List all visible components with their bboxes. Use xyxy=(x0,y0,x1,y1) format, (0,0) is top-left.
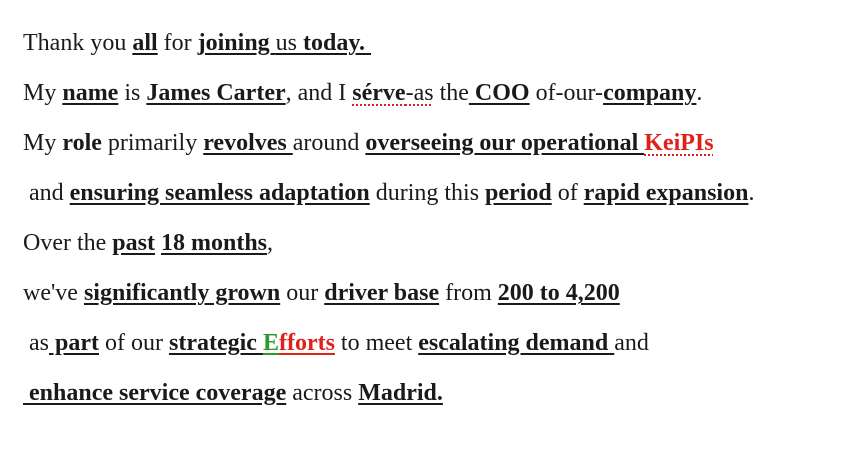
text-run: Thank you xyxy=(23,30,133,56)
emphasized-text: joining xyxy=(197,30,276,56)
emphasized-text: enhance service coverage xyxy=(23,380,287,406)
text-run: during this xyxy=(369,180,486,206)
misspelled-word: KeiPIs xyxy=(644,130,714,156)
text-run: across xyxy=(286,380,359,406)
text-run: , and I xyxy=(285,80,353,106)
emphasized-text: name xyxy=(62,80,119,106)
text-run: is xyxy=(118,80,147,106)
text-run: we've xyxy=(23,280,84,306)
text-run: of xyxy=(551,180,584,206)
text-run: our xyxy=(280,280,325,306)
emphasized-text: rapid expansion xyxy=(583,180,749,206)
emphasized-text: driver base xyxy=(324,280,440,306)
emphasized-text: James Carter xyxy=(146,80,286,106)
text-run: and xyxy=(614,330,649,356)
emphasized-text: part xyxy=(49,330,99,356)
paragraph-8[interactable] xyxy=(23,378,823,409)
emphasized-text: overseeing our operational xyxy=(365,130,645,156)
emphasized-text: revolves xyxy=(203,130,293,156)
text-run: . xyxy=(696,80,703,106)
emphasized-text: fforts xyxy=(278,330,335,356)
paragraph-6[interactable] xyxy=(23,278,823,309)
emphasized-text: role xyxy=(62,130,102,156)
emphasized-text: company xyxy=(603,80,697,106)
emphasized-text: significantly grown xyxy=(83,280,281,306)
text-run: . xyxy=(748,180,755,206)
text-run: , xyxy=(267,230,274,256)
misspelled-word: sérve xyxy=(352,80,406,106)
text-run: and xyxy=(23,180,70,206)
text-run: as xyxy=(23,330,49,356)
emphasized-text: E xyxy=(262,330,279,356)
text-run: of our xyxy=(99,330,169,356)
emphasized-text: all xyxy=(132,30,158,56)
emphasized-text: period xyxy=(485,180,552,206)
emphasized-text: COO xyxy=(468,80,530,106)
paragraph-4[interactable] xyxy=(23,178,823,209)
text-run: from xyxy=(439,280,498,306)
text-run: Over the xyxy=(23,230,113,256)
text-run: to meet xyxy=(334,330,419,356)
paragraph-1[interactable] xyxy=(23,28,823,59)
emphasized-text: Madrid. xyxy=(358,380,443,406)
emphasized-text: past xyxy=(112,230,155,256)
emphasized-text: ensuring seamless adaptation xyxy=(69,180,370,206)
text-run: My xyxy=(23,80,63,106)
paragraph-7[interactable] xyxy=(23,328,823,359)
emphasized-text: 200 to 4,200 xyxy=(497,280,620,306)
text-run: primarily xyxy=(101,130,204,156)
text-run: for xyxy=(157,30,198,56)
emphasized-text: escalating demand xyxy=(418,330,615,356)
emphasized-text: 18 months xyxy=(160,230,268,256)
text-run: of-our- xyxy=(529,80,604,106)
paragraph-3[interactable] xyxy=(23,128,823,159)
emphasized-text: today. xyxy=(303,30,372,56)
paragraph-2[interactable] xyxy=(23,78,823,109)
emphasized-text: strategic xyxy=(168,330,263,356)
paragraph-5[interactable] xyxy=(23,228,823,259)
text-run: us xyxy=(275,30,304,56)
text-run: around xyxy=(292,130,366,156)
text-run: My xyxy=(23,130,63,156)
misspelled-word: -as xyxy=(405,80,434,106)
text-run: the xyxy=(433,80,469,106)
document-body xyxy=(23,28,823,428)
